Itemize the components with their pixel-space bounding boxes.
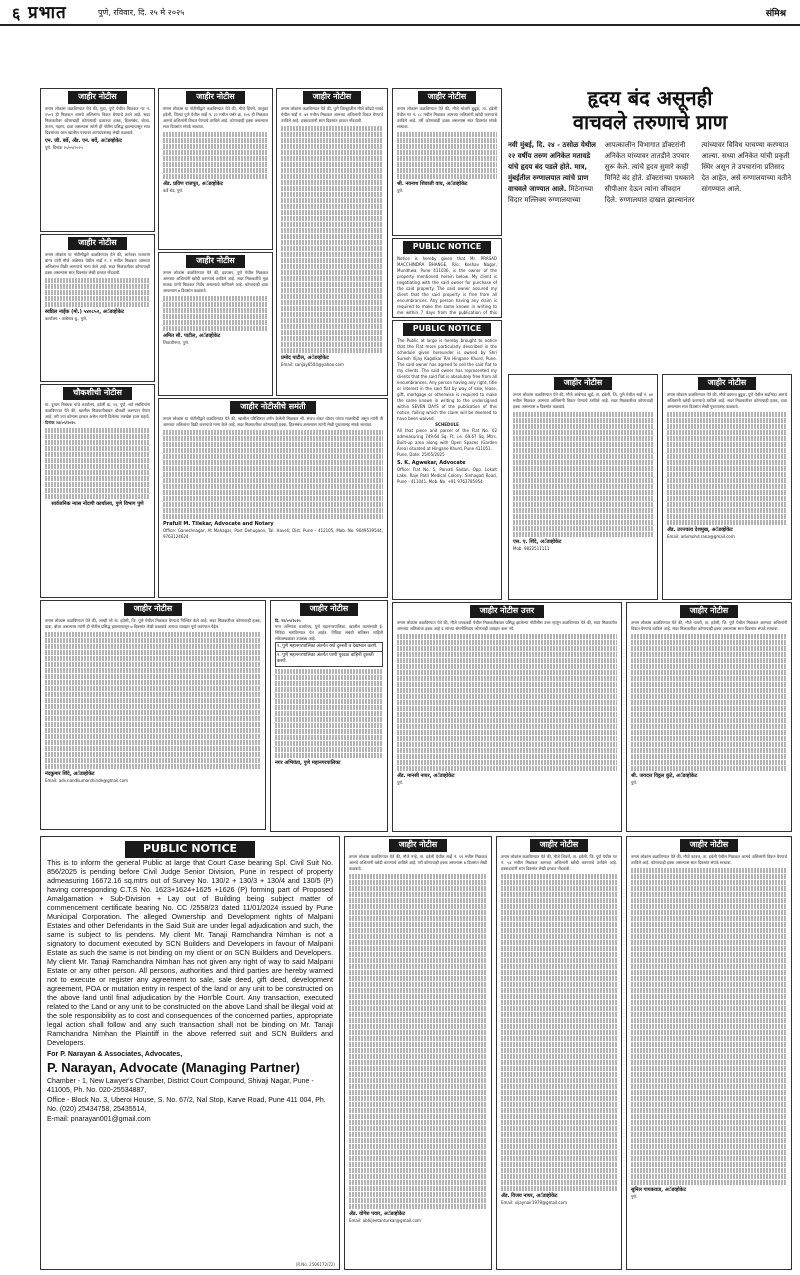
notice-box-7 [276,88,388,396]
page-number: ६ [12,4,21,23]
notice-address: Email: abhijeetanturkar@gmail.com [349,1217,421,1223]
notice-body: तमाम लोकांस कळविण्यात येते की, मौजे आंबेगाव खुर्द, ता. हवेली, जि. पुणे येथील सर्व्हे नं. ४४ मधील मिळकत आमच्या अशिलांनी विकत घेण्याचे ठरविले आहे. सदर मिळकतीवर कोणाचाही हक्क असल्यास ७ दिवसांत कळवावे. [513,391,653,409]
story-lead: नवी मुंबई, दि. २४ - ठसोळ येथील २२ वर्षीय तरुण अनिकेत मतावडे यांचे हृदय बंद पडले होते. मात्र, मुंबईतील रुग्णालयात त्यांचे प्राण वाचवले जाण्यात आले. [508,141,596,193]
notice-address: पुणे. [631,779,638,785]
tender-notice-box [270,600,388,832]
notice-signatory: ॲड. योगेश पवार, अॅडव्होकेट [349,1210,406,1217]
notice-address: Email: vijaynair1979@gmail.com [501,1199,567,1205]
notice-box-4 [158,88,273,250]
notice-body: तमाम लोकांस कळविण्यात येते की, मौजे धनकवडी येथील मिळकतीबाबत प्रसिद्ध झालेल्या नोटीसीस उत्तर म्हणून कळविण्यात येते की, सदर मिळकतीत आमच्या अशिलांचा हक्क आहे व त्यांच्या संमतीशिवाय कोणताही व्यवहार करू नये. [397,619,617,631]
notice-title: जाहीर नोटीस [186,91,244,104]
public-notice-box-2 [392,320,502,600]
notice-signatory: ॲड. उज्ज्वला देशमुख, अॅडव्होकेट [667,526,733,533]
notice-body: तमाम लोकांस या नोटीसीद्वारे कळविण्यात येते की, मौजे हिंगणे, तालुका हवेली, जिल्हा पुणे येथील सर्व्हे नं. ३२ मधील फ्लॅट क्र. १०६ ही मिळकत आमचे अशिलांनी विकत घेण्याचे ठरविले आहे. कोणाचाही हक्क असल्यास सात दिवसांत संपर्क साधावा. [163,105,268,129]
notice-title: जाहीर नोटीस [186,255,244,268]
notice-body: तमाम लोकांस या नोटीसीद्वारे कळविण्यात येते की, खालील परिशिष्टात वर्णन केलेली मिळकत श्री. संजय शंकर थोरात यांच्या मालकीची असून त्यांनी ती आमच्या अशिलांना विक्री करण्याचे मान्य केले आहे. सदर मिळकतीवर कोणाचाही हक्क, हितसंबंध असल्यास त्यांनी लेखी पुराव्यासह संपर्क साधावा. [163,415,383,427]
office-address: Office - Block No. 3, Uberoi House, S. No. 67/2, Nal Stop, Karve Road, Pune 411 004, Ph. No. (020) 25434758, 25435514, [47,1096,326,1114]
notice-signatory: अमित सी. पाटील, अॅडव्होकेट [163,332,221,339]
table-cell: २. पुणे महानगरपालिका अंतर्गत पाणी पुरवठा वाहिनी दुरुस्ती करणे. [276,651,383,666]
notice-address: Email: adv.nandkumarshinde@gmail.com [45,777,129,783]
notice-title: जाहीर नोटीस [554,377,612,390]
notice-body: तमाम लोकांस कळविण्यात येते की, आम्ही नरे ता. हवेली, जि. पुणे येथील मिळकत घेण्याचे निश्चित केले आहे. सदर मिळकतीवर कोणाचाही हक्क, दावा, बोजा असल्यास त्यांनी ही नोटीस प्रसिद्ध झाल्यापासून ७ दिवसांत लेखी कळवावे अन्यथा व्यवहार पूर्ण करण्यात येईल. [45,617,261,629]
notice-address: पुणे. [631,1193,638,1199]
notice-title: PUBLIC NOTICE [403,241,491,254]
notice-title: PUBLIC NOTICE [125,841,255,858]
masthead-logo: प्रभात [28,3,67,23]
advocate-name: P. Narayan, Advocate (Managing Partner) [47,1060,300,1076]
chamber-address: Chamber - 1, New Lawyer's Chamber, District Court Compound, Shivaji Nagar, Pune - 411005, Ph. No. 020-25534887, [47,1077,314,1095]
news-story [508,140,792,370]
notice-signatory: नंदकुमार शिंदे, अॅडव्होकेट [45,770,95,777]
notice-title: जाहीर नोटीस [680,605,738,618]
table-cell: १. पुणे महानगरपालिका अंतर्गत रस्ते दुरुस्ती व देखभाल करणे. [276,642,383,651]
reference-number: (R.No. 2506172/72) [295,1261,335,1267]
notice-signatory: एस. ए. शिंदे, अॅडव्होकेट [513,538,562,545]
notice-title: जाहीर नोटीस [698,377,756,390]
notice-body: मा. दुय्यम निबंधक यांचे कार्यालय, हवेली क्र. ११, पुणे. सर्व संबंधितांना कळविण्यात येते की, खालील मिळकतीबाबत चौकशी करण्यात येणार आहे. तरी ज्या कोणास हरकत असेल त्यांनी दिलेल्या तारखेस हजर राहावे. [45,401,150,419]
notice-title: जाहीर नोटीस [530,839,588,852]
schedule-body: All that piece and parcel of the Flat No. 02 admeasuring 749.64 Sq. Ft. i.e. 69.67 Sq. Mtrs. Built-up area along with Open Spaces (Garden Area) situated at Hingane Khurd, Pune 411051. [397,427,497,451]
notice-body: तमाम लोकांस कळविण्यात येते की, हडपसर, पुणे येथील मिळकत आमच्या अशिलांनी खरेदी करण्याचे ठरविले आहे. सदर मिळकतीचे मूळ मालक यांनी मिळकत निर्वेध असल्याचे सांगितले आहे. कोणाचाही दावा असल्यास ७ दिवसांत कळवावे. [163,269,268,293]
notice-title: जाहीर नोटीस [680,839,738,852]
notice-title: जाहीर नोटीस [68,91,126,104]
notice-box-12 [626,602,792,832]
notice-box-2 [40,234,155,382]
public-notice-box-3 [40,836,340,1270]
notice-address: पुणे. [397,187,404,193]
notice-signatory: स्वप्निल नाईक (मो.) ५४०८५२, अॅडव्होकेट [45,308,125,315]
notice-box-11 [662,374,792,600]
dateline: पुणे, रविवार, दि. २५ मे २०२५ [98,8,185,17]
notice-address: पुणे. दिनांक २५/०५/२०२५ [45,144,83,150]
notice-body: तमाम लोकांस कळविण्यात येते की, मौजे शिवणे, ता. हवेली, जि. पुणे येथील गट नं. ५४ मधील मिळकत आमच्या अशिलांनी खरेदी करण्याचे ठरविले आहे. हक्कदारांनी सात दिवसांत लेखी हरकत नोंदवावी. [501,853,617,871]
schedule-heading: SCHEDULE [435,421,459,427]
notice-signatory: सुनिल गायकवाड, अॅडव्होकेट [631,1186,687,1193]
notice-box-10 [508,374,658,600]
notice-body: तमाम लोकांस कळविण्यात येते की, मौजे मांजरी बुद्रुक, ता. हवेली येथील गट नं. ८८ मधील मिळकत आमच्या अशिलांनी खरेदी करण्याचे ठरविले आहे. तरी कोणाचाही हक्क असल्यास सात दिवसांत संपर्क साधावा. [397,105,497,129]
notice-box-9 [392,88,502,236]
public-notice-box-1 [392,238,502,318]
notice-title: चौकशीची नोटीस [63,387,132,400]
notice-date: दिनांक २४/०५/२०२५ [45,419,76,425]
notice-body: तमाम लोकांस कळविण्यात येते की, पुणे जिल्ह्यातील मौजे कोंढवे धावडे येथील सर्व्हे नं. ७१ मधील मिळकत आमच्या अशिलांनी विकत घेण्याचे ठरविले आहे. हक्कदारांनी सात दिवसांत हरकत नोंदवावी. [281,105,383,123]
story-body: मिठेनाच्या विदार मल्लिक्य रुग्णालयाच्या आपत्कालीन विभागात डॉक्टरांनी अनिकेत यांच्यावर तातडीने उपचार सुरू केले. त्यांचे हृदय सुमारे काही मिनिटे बंद होते. डॉक्टरांच्या पथकाने सीपीआर देऊन त्यांना जीवदान दिले. रुग्णालयात दाखल झाल्यानंतर त्यांच्यावर विविध चाचण्या करण्यात आल्या. सध्या अनिकेत यांची प्रकृती स्थिर असून ते उपचारांना प्रतिसाद देत आहेत, असे रुग्णालयाच्या वतीने सांगण्यात आले. [508,141,791,204]
page-header [0,0,800,26]
tender-table [275,642,383,667]
notice-signatory: श्री. नवनाथ शिवाजी वाघ, अॅडव्होकेट [397,180,468,187]
notice-box-6 [158,398,388,598]
notice-box-13 [344,836,492,1270]
section-name: संमिश्र [765,9,786,19]
notice-address: पुणे. [397,779,404,785]
notice-title: जाहीर नोटीस [418,91,476,104]
notice-body: तमाम लोकांस कळविण्यात येते की, मुठा, पुणे येथील मिळकत गट नं. १५०१ ही मिळकत आमचे अशिलांना विकत घेण्याचे ठरले आहे. सदर मिळकतीवर कोणाचाही कोणत्याही प्रकारचा हक्क, हितसंबंध, बोजा, तारण, गहाण, दावा असल्यास त्यांनी ही नोटीस प्रसिद्ध झाल्यापासून सात दिवसांच्या आत खालील पत्त्यावर कागदपत्रांसह लेखी कळवावे. [45,105,150,135]
notice-title: PUBLIC NOTICE [403,323,491,336]
notice-title: जाहीर नोटीस [68,237,126,250]
headline-line-2: वाचवले तरुणाचे प्राण [572,110,728,134]
notice-signatory: S. K. Agwekar, Advocate [397,459,466,466]
notice-box-1 [40,88,155,232]
notice-body: This is to inform the general Public at large that Court Case bearing Spl. Civil Suit No. 856/2025 is pending before Civil Judge Senior Division, Pune in respect of property admeasuring 16672.16 sq.mtrs out of Survey No. 130/2 + 130/3 + 130/4 and 130/5 (P) having corresponding C.T.S No. 1623+1624+1625 +1626 (P) forming part of Proposed Amalgamation + Sub-Division + Lay out of Building being subject matter of commencement certificate bearing No. CC /2558/23 dated 11/01/2024 issued by Pune Municipal Corporation. The alleged Ownership and Development rights of Malpani Estates and other Defendants in the Said Suit are under legal adjudication and such, the same is subject to lis pendens. My client Mr. Tanaji Ramchandra Nimhan is not a signatory to document executed by SCN Builders and Developers in favour of Malpani Estate as such the same is not binding on my client or on SCN Builders and Developers. My client Mr. Tanaji Ramchandra Nimhan has not given any right of way to said Malpani Estate or any other person. All persons, authorities and third parties are hereby warned not to execute or register any agreement to sale, sale deed, gift deed, development agreement, POA or mutation entry in respect of the land or any unit to be constructed on the above land until final adjudication by the Hon'ble Court. Any transaction, executed related to the Land or any unit to be constructed on the above Land shall be illegal void at the sole responsibility as to cost and consequences of the concerned parties, appropriate legal action shall follow and any such transaction shall not be binding on Mr. Tanaji Ramchandra Nimhan the Plaintiff in the above referred suit and SCN Builders and Developers. [47,857,333,1047]
notice-footer: सार्वजनिक न्यास नोंदणी कार्यालय, पुणे विभाग पुणे [51,500,144,507]
notice-title: जाहीर नोटीस [124,603,182,616]
notice-signatory: एन. जी. बर्वे, अँड. एन. बर्वे, अॅडव्होकेट [45,137,122,144]
notice-address: कर्वे रोड, पुणे. [163,187,184,193]
notice-signatory: प्रमोद पाटील, अॅडव्होकेट [281,354,329,361]
notice-address: Email: advmohd.rana@gmail.com [667,533,735,539]
table-row [276,642,383,651]
notice-title: जाहीर नोटीस [389,839,447,852]
notice-body: तमाम लोकांस या नोटीसीद्वारे कळविण्यात येते की, ज्ञानेश्वर राजाराम बांगर यांनी मौजे आंबेगाव येथील सर्व्हे नं. १ मधील मिळकत आमच्या अशिलांना विक्री करण्याचे मान्य केले आहे. सदर मिळकतीवर कोणाचाही हक्क असल्यास सात दिवसांत लेखी हरकत नोंदवावी. [45,251,150,275]
notice-title: जाहीर नोटीस [300,603,358,616]
notice-date: Pune, Date: 25/05/2025 [397,451,445,457]
notice-box-8 [40,600,266,830]
notice-signatory: ॲड. विजय नायर, अॅडव्होकेट [501,1192,558,1199]
notice-title: जाहीर नोटीस उत्तर [470,605,544,618]
notice-signatory: ॲड. मानसी नायर, अॅडव्होकेट [397,772,455,779]
notice-body: तमाम लोकांस कळविण्यात येते की, मौजे कात्रज, ता. हवेली येथील मिळकत आमचे अशिलांनी विकत घेण्याचे ठरविले आहे. कोणाचाही हक्क असल्यास सात दिवसांत संपर्क साधावा. [631,853,787,865]
notice-address: Mob. 9822511111 [513,545,550,551]
notice-body: तमाम लोकांस कळविण्यात येते की, मौजे नऱ्हे, ता. हवेली येथील सर्व्हे नं. १९ मधील मिळकत आमचे अशिलांनी खरेदी करण्याचे ठरविले आहे. तरी कोणाचाही हक्क असल्यास ७ दिवसांत लेखी कळवावे. [349,853,487,871]
notice-signatory: ॲड. प्रविण राजपूत, अॅडव्होकेट [163,180,224,187]
notice-box-14 [496,836,622,1270]
notice-address: शिवाजीनगर, पुणे. [163,339,190,345]
notice-signatory: नगर अभियंता, पुणे महानगरपालिका [275,759,341,766]
headline-line-1: हृदय बंद असूनही [587,86,713,110]
notice-address: Office: Ganeshnagar, At Mahagar, Post Dehugaon, Tal. Haveli, Dist. Pune - 412105, Mob. No. 9049539544, 9763124624 [163,527,383,539]
notice-address: Email: sanjay6504@yahoo.com [281,361,344,367]
notice-title: जाहीर नोटीस [303,91,361,104]
notice-body: The Public at large is hereby brought to notice that the Flat more particularly described in the schedule given hereunder is owned by Shri Suresh Vijay Kagolkar R/o Hingane Khurd, Pune. The said owner has agreed to sell the said flat to my clients. The said owner has represented my clients that the said flat is absolutely free from all encumbrances. Any person having any right, title or interest in the said flat by way of sale, lease, gift, mortgage or otherwise is required to make the same known in writing to the undersigned within SEVEN DAYS of the publication of this notice, failing which the claim will be deemed to have been waived. [397,337,497,421]
notice-body: तमाम लोकांस कळविण्यात येते की, मौजे वडगाव बुद्रुक, पुणे येथील सदनिका आमचे अशिलांनी खरेदी करण्याचे ठरविले आहे. सदर मिळकतीवर कोणाचाही हक्क, दावा असल्यास सात दिवसांत लेखी पुराव्यासह कळवावे. [667,391,787,409]
tender-date: दि. २२/०५/२०२५ [275,617,301,623]
notice-box-3 [40,384,155,598]
notice-body: Notice is hereby given that Mr. PRASAD MACCHINDRA BHANGE, R/o: Keshav Nagar, Mundhwa, Pune 411036, is the owner of the property mentioned herein below. My client is negotiating with the said owner for purchase of the said property. The said owner assured my client that the said property is free from all encumbrances. Any person having any claim is required to make the same known in writing to me within 7 days from the publication of this [397,255,497,315]
notice-box-5 [158,252,273,396]
notice-body: नगर अभियंता कार्यालय, पुणे महानगरपालिका. खालील कामांसाठी ई-निविदा मागविण्यात येत आहेत. निविदा संबंधी सविस्तर माहिती संकेतस्थळावर उपलब्ध आहे. [275,623,383,641]
news-headline [508,86,792,134]
notice-address: कार्यालय - आंबेगाव बु., पुणे. [45,315,88,321]
for-line: For P. Narayan & Associates, Advocates, [47,1050,183,1058]
notice-title: जाहीर नोटीसीचे समंती [230,401,315,414]
notice-box-16 [392,602,622,832]
notice-body: तमाम लोकांस कळविण्यात येते की, मौजे धायरी, ता. हवेली, जि. पुणे येथील मिळकत आमच्या अशिलांनी विकत घेण्याचे ठरविले आहे. सदर मिळकतीवर कोणाचाही हक्क असल्यास सात दिवसांत संपर्क साधावा. [631,619,787,631]
email: E-mail: pnarayan001@gmail.com [47,1115,151,1123]
notice-signatory: Prafull M. Tilekar, Advocate and Notary [163,520,274,527]
notice-box-15 [626,836,792,1270]
notice-signatory: श्री. जयदत्त विठ्ठल कुंटे, अॅडव्होकेट [631,772,698,779]
table-row [276,651,383,666]
notice-address: Office: Flat No. 5, Parvati Sadan, Opp. Lokalt Lake, Raje Patil Medical Colony, Sinhagad Road, Pune - 411041. Mob. No. +91 9763785954 [397,466,497,484]
